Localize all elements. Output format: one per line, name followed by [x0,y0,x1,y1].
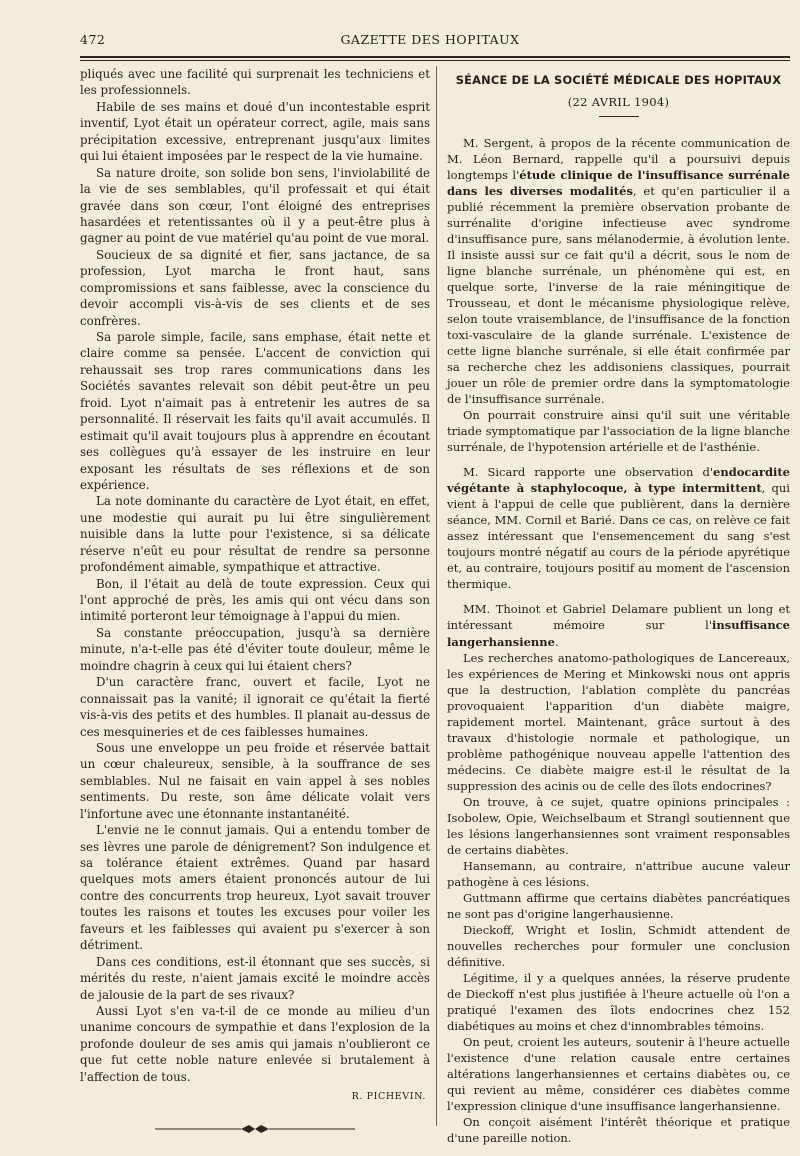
title-rule [599,116,639,117]
left-paragraph: La note dominante du caractère de Lyot était, en effet, une modestie qui aurait pu lui être singulièrement nuisible dans la lutte pour l'existence, si sa délicate réserve n'eût eu pour résultat de rendre sa personne profondément aimable, sympathique et attractive. [80,494,430,575]
journal-title: GAZETTE DES HOPITAUX [340,32,520,47]
section-title: SÉANCE DE LA SOCIÉTÉ MÉDICALE DES HOPITAUX [455,73,782,87]
right-paragraph: MM. Thoinot et Gabriel Delamare publient un long et intéressant mémoire sur l'insuffisance langerhansienne. [447,602,790,649]
right-paragraph: Guttmann affirme que certains diabètes pancréatiques ne sont pas d'origine langerhausienne. [447,890,790,921]
header-rule-thick [80,56,790,58]
left-paragraph: Habile de ses mains et doué d'un incontestable esprit inventif, Lyot était un opérateur correct, agile, mais sans précipitation excessive, entreprenant jusqu'aux limites qui lui étaient imposées par le respect de la vie humaine. [80,99,430,164]
right-paragraph: On conçoit aisément l'intérêt théorique et pratique d'une pareille notion. [447,1114,790,1145]
left-paragraph: Sa constante préoccupation, jusqu'à sa dernière minute, n'a-t-elle pas été d'éviter toute douleur, même le moindre chagrin à ceux qui lui étaient chers? [80,625,430,673]
bold-topic: étude clinique de l'insuffisance surrénale dans les diverses modalités [447,168,790,199]
right-column [447,66,790,1146]
author-signature: R. PICHEVIN. [351,1091,426,1103]
page-header [80,30,780,52]
left-paragraph: Dans ces conditions, est-il étonnant que ses succès, si mérités du reste, n'aient jamais excité le moindre accès de jalousie de la part de ses rivaux? [80,954,430,1002]
left-paragraph: pliqués avec une facilité qui surprenait les techniciens et les professionnels. [80,67,430,98]
header-rule-thin [80,60,790,61]
left-paragraph: Sa nature droite, son solide bon sens, l'inviolabilité de la vie de ses semblables, qu'il professait et qui était gravée dans son cœur, l'ont éloigné des entreprises hasardées et retentissantes où il y a peut-être plus à gagner au point de vue matériel qu'au point de vue moral. [80,165,430,246]
right-paragraph: Dieckoff, Wright et Ioslin, Schmidt attendent de nouvelles recherches pour formuler une conclusion définitive. [447,922,790,969]
left-paragraph: Bon, il l'était au delà de toute expression. Ceux qui l'ont approché de près, les amis qui ont vécu dans son intimité porteront leur témoignage à l'appui du mien. [80,576,430,624]
right-paragraph: Hansemann, au contraire, n'attribue aucune valeur pathogène à ces lésions. [447,858,790,889]
left-column [80,66,430,1136]
left-paragraph: D'un caractère franc, ouvert et facile, Lyot ne connaissait pas la vanité; il ignorait ce qu'était la fierté vis-à-vis des petits et des humbles. Il planait au-dessus de ces mesquineries et de ces faiblesses humaines. [80,675,430,739]
right-paragraph: M. Sicard rapporte une observation d'endocardite végétante à staphylocoque, à type intermittent, qui vient à l'appui de celle que publièrent, dans la dernière séance, MM. Cornil et Barié. Dans ce cas, on relève ce fait assez intéressant que l'ensemencement du sang s'est toujours montré négatif au cours de la période apyrétique et, au contraire, toujours positif au moment de l'ascension thermique. [447,465,790,592]
bold-topic: endocardite végétante à staphylocoque, à type intermittent [447,465,790,496]
right-paragraph: M. Sergent, à propos de la récente communication de M. Léon Bernard, rappelle qu'il a poursuivi depuis longtemps l'étude clinique de l'insuffisance surrénale dans les diverses modalités, et qu'en particulier il a publié récemment la première observation probante de surrénalite d'origine infectieuse avec syndrome d'insuffisance pure, sans mélanodermie, à évolution lente. Il insiste aussi sur ce fait qu'il a décrit, sous le nom de ligne blanche surrénale, un phénomène qui est, en quelque sorte, l'inverse de la raie méningitique de Trousseau, et dont le mécanisme physiologique relève, selon toute vraisemblance, de l'insuffisance de la fonction toxi-vasculaire de la glande surrénale. L'existence de cette ligne blanche surrénale, si elle était confirmée par sa recherche chez les addisoniens classiques, pourrait jouer un rôle de premier ordre dans la symptomatologie de l'insuffisance surrénale. [447,136,791,407]
right-paragraph: On pourrait construire ainsi qu'il suit une véritable triade symptomatique par l'association de la ligne blanche surrénale, de l'hypotension artérielle et de l'asthénie. [447,408,790,455]
right-paragraph: Légitime, il y a quelques années, la réserve prudente de Dieckoff n'est plus justifiée à l'heure actuelle où l'on a pratiqué l'examen des îlots endocrines chez 152 diabétiques au moins et chez d'innombrables témoins. [447,970,790,1033]
right-paragraph: Les recherches anatomo-pathologiques de Lancereaux, les expériences de Mering et Minkowski nous ont appris que la destruction, l'ablation complète du pancréas provoquaient l'apparition d'un diabète maigre, rapidement mortel. Maintenant, grâce surtout à des travaux d'histologie normale et pathologique, un problème pathogénique nouveau appelle l'attention des médecins. Ce diabète maigre est-il le résultat de la suppression des acinis ou de celle des îlots endocrines? [447,650,790,793]
right-paragraph: On trouve, à ce sujet, quatre opinions principales : Isobolew, Opie, Weichselbaum et Strangl soutiennent que les lésions langerhansiennes sont vraiment responsables de certains diabètes. [447,794,790,857]
column-separator [436,66,437,1126]
session-date: (22 AVRIL 1904) [567,95,670,110]
left-paragraph: Aussi Lyot s'en va-t-il de ce monde au milieu d'un unanime concours de sympathie et dans l'explosion de la profonde douleur de ses amis qui jamais n'oublieront ce que fut cette noble nature enlevée si brutalement à l'affection de tous. [80,1003,430,1084]
page-number: 472 [80,32,106,47]
left-paragraph: L'envie ne le connut jamais. Qui a entendu tomber de ses lèvres une parole de dénigrement? Son indulgence et sa tolérance étaient extrêmes. Quand par hasard quelques mots amers étaient prononcés autour de lui contre des concurrents trop heureux, Lyot savait trouver toutes les raisons et toutes les excuses pour voiler les faveurs et les faiblesses qui avaient pu s'exercer à son détriment. [80,823,430,953]
left-paragraph: Soucieux de sa dignité et fier, sans jactance, de sa profession, Lyot marcha le front haut, sans compromissions et sans faiblesse, avec la conscience du devoir accompli vis-à-vis de ses clients et de ses confrères. [80,247,430,328]
bold-topic: insuffisance langerhansienne [447,618,790,649]
left-paragraph: Sous une enveloppe un peu froide et réservée battait un cœur chaleureux, sensible, à la souffrance de ses semblables. Nul ne faisait en vain appel à ses nobles sentiments. Du reste, son âme délicate volait vers l'infortune avec une étonnante instantanéité. [80,740,430,821]
left-paragraph: Sa parole simple, facile, sans emphase, était nette et claire comme sa pensée. L'accent de conviction qui rehaussait ses trop rares communications dans les Sociétés savantes relevait son débit peut-être un peu froid. Lyot n'aimait pas à entretenir les autres de sa personnalité. Il réservait les faits qu'il avait accumulés. Il estimait qu'il avait toujours plus à apprendre en écoutant ses collègues qu'à essayer de les instruire en leur exposant les résultats de ses réflexions et de son expérience. [80,330,430,492]
right-paragraph: On peut, croient les auteurs, soutenir à l'heure actuelle l'existence d'une relation causale entre certaines altérations langerhansiennes et certains diabètes ou, ce qui revient au même, considérer ces diabètes comme l'expression clinique d'une insuffisance langerhansienne. [447,1034,790,1113]
ornament-divider [145,1122,365,1136]
